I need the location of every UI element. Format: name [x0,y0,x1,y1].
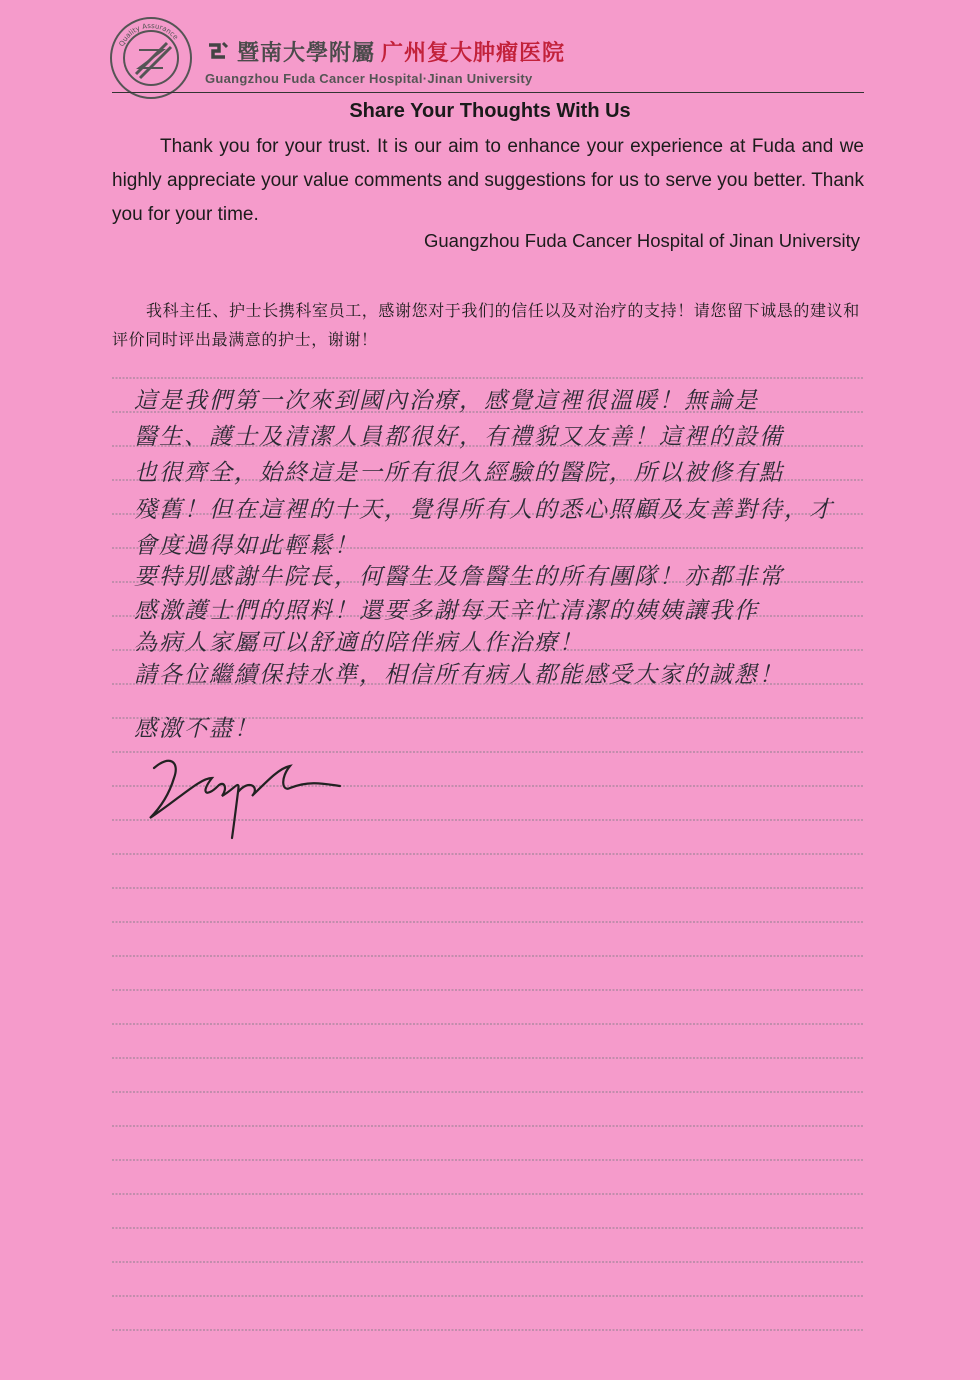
handwritten-line: 為病人家屬可以舒適的陪伴病人作治療！ [134,630,584,656]
hospital-signoff: Guangzhou Fuda Cancer Hospital of Jinan University [423,230,860,251]
intro-text: Thank you for your trust. It is our aim to enhance your experience at Fuda and we highly appreciate your value comments and suggestions for us to serve you better. Thank you for your time. [112,136,864,225]
handwritten-line: 感激護士們的照料！還要多謝每天辛忙清潔的姨姨讓我作 [134,598,759,624]
handwritten-line: 醫生、護士及清潔人員都很好，有禮貌又友善！這裡的設備 [134,424,784,450]
brand-english-name: Guangzhou Fuda Cancer Hospital·Jinan University [205,71,533,86]
brand-chinese-university: 暨南大學附屬 [237,41,376,66]
handwritten-line: 要特別感謝牛院長，何醫生及詹醫生的所有團隊！亦都非常 [134,564,784,590]
handwritten-line: 殘舊！但在這裡的十天，覺得所有人的悉心照顧及友善對待，才 [134,497,834,523]
chinese-intro-text: 我科主任、护士长携科室员工，感谢您对于我们的信任以及对治疗的支持！请您留下诚恳的建议和评价同时评出最满意的护士，谢谢！ [112,301,860,349]
handwritten-line: 請各位繼續保持水準，相信所有病人都能感受大家的誠懇！ [134,662,784,688]
seal-text: Quality Assurance [117,21,180,48]
handwritten-line: 感激不盡！ [134,716,259,742]
handwritten-line: 會度過得如此輕鬆！ [134,533,359,559]
brand-chinese-hospital: 广州复大肿瘤医院 [381,41,566,66]
handwritten-signature [140,748,350,843]
form-title: Share Your Thoughts With Us [349,100,631,122]
handwritten-line: 也很齊全，始終這是一所有很久經驗的醫院，所以被修有點 [134,460,784,486]
handwritten-line: 這是我們第一次來到國內治療，感覺這裡很溫暖！無論是 [134,388,759,414]
